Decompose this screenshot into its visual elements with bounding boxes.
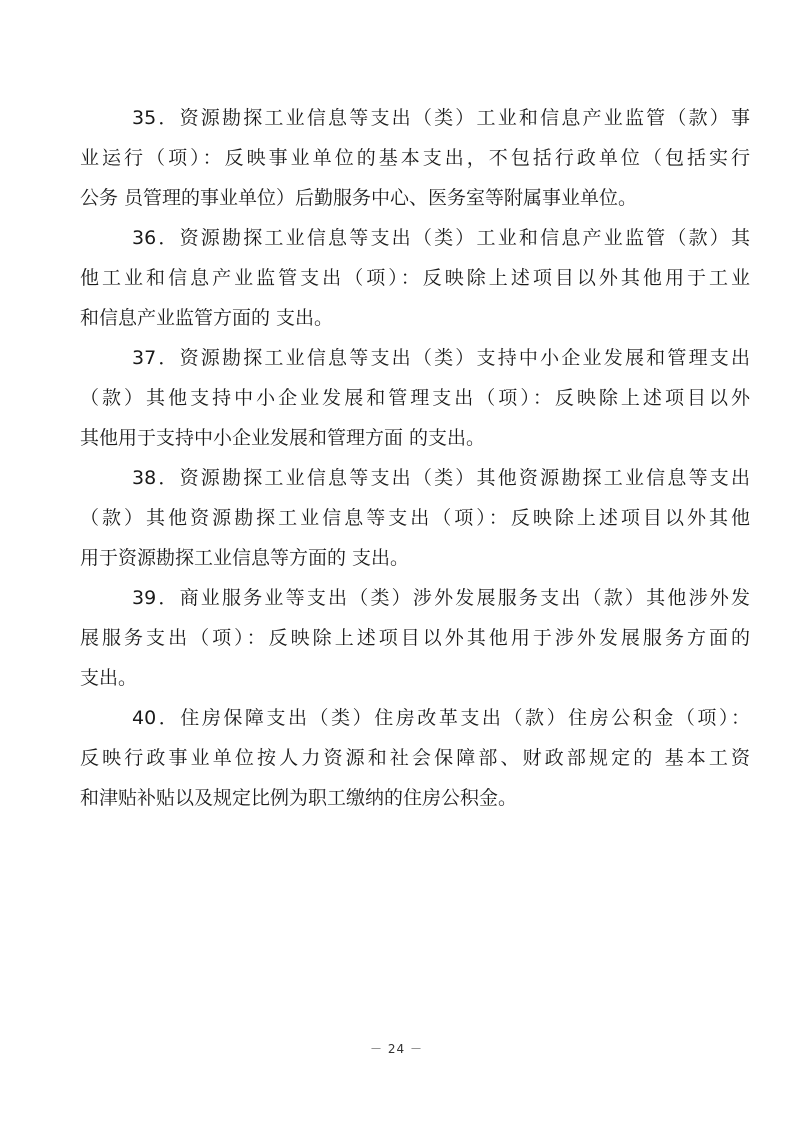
paragraph-line: 35．资源勘探工业信息等支出（类）工业和信息产业监管（款）事 (132, 107, 750, 129)
paragraph-line: 38．资源勘探工业信息等支出（类）其他资源勘探工业信息等支出 (132, 467, 750, 489)
paragraph-item-40 (80, 698, 750, 818)
paragraph-line: 其他用于支持中小企业发展和管理方面 的支出。 (80, 427, 486, 449)
paragraph-line: 支出。 (80, 667, 138, 689)
page-number: － 24 － (370, 1042, 423, 1056)
paragraph-line: （款）其他支持中小企业发展和管理支出（项）：反映除上述项目以外 (80, 387, 750, 409)
paragraph-item-38 (80, 458, 750, 578)
paragraph-line: 和津贴补贴以及规定比例为职工缴纳的住房公积金。 (80, 787, 518, 809)
paragraph-line: 40．住房保障支出（类）住房改革支出（款）住房公积金（项）： (132, 707, 750, 729)
paragraph-line: （款）其他资源勘探工业信息等支出（项）：反映除上述项目以外其他 (80, 507, 750, 529)
paragraph-item-37 (80, 338, 750, 458)
paragraph-line: 36．资源勘探工业信息等支出（类）工业和信息产业监管（款）其 (132, 227, 750, 249)
paragraph-line: 展服务支出（项）：反映除上述项目以外其他用于涉外发展服务方面的 (80, 627, 750, 649)
paragraph-line: 他工业和信息产业监管支出（项）：反映除上述项目以外其他用于工业 (80, 267, 750, 289)
paragraph-line: 反映行政事业单位按人力资源和社会保障部、财政部规定的 基本工资 (80, 747, 750, 769)
paragraph-line: 业运行（项）：反映事业单位的基本支出，不包括行政单位（包括实行 (80, 147, 750, 169)
paragraph-line: 和信息产业监管方面的 支出。 (80, 307, 334, 329)
document-body (80, 98, 750, 818)
paragraph-item-39 (80, 578, 750, 698)
paragraph-line: 39．商业服务业等支出（类）涉外发展服务支出（款）其他涉外发 (132, 587, 750, 609)
paragraph-item-36 (80, 218, 750, 338)
paragraph-item-35 (80, 98, 750, 218)
paragraph-line: 用于资源勘探工业信息等方面的 支出。 (80, 547, 410, 569)
paragraph-line: 公务 员管理的事业单位）后勤服务中心、医务室等附属事业单位。 (80, 187, 638, 209)
paragraph-line: 37．资源勘探工业信息等支出（类）支持中小企业发展和管理支出 (132, 347, 750, 369)
